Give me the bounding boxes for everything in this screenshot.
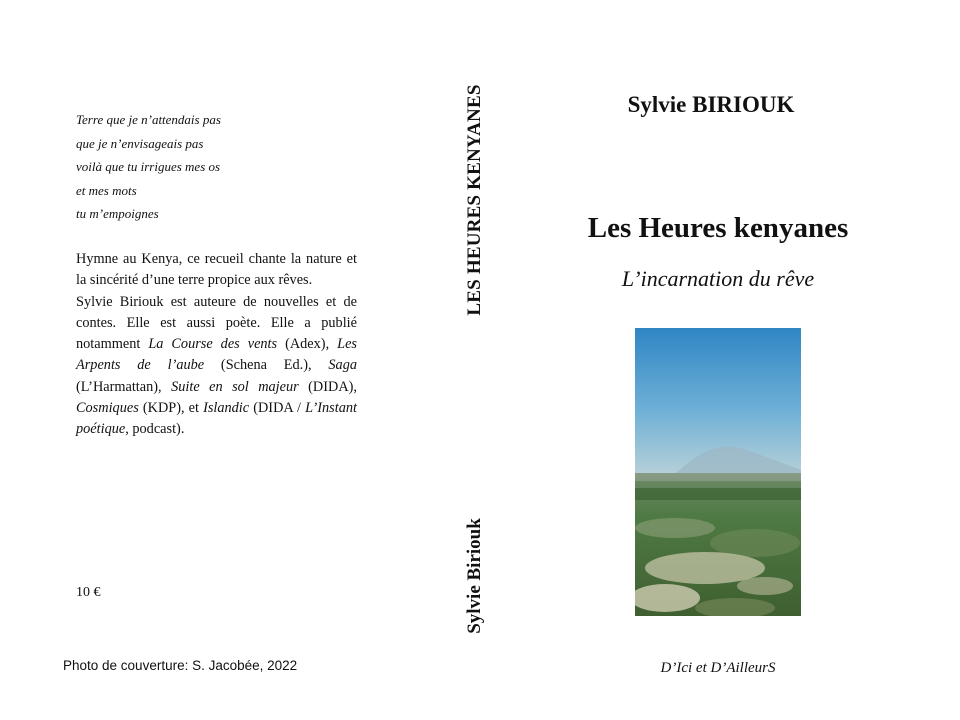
work-publisher: (L’Harmattan), — [76, 378, 172, 395]
work-publisher: (Adex), — [277, 336, 338, 353]
work-publisher: (DIDA / — [249, 400, 306, 417]
work-publisher: (KDP), et — [138, 400, 204, 417]
poem-line: Terre que je n’attendais pas — [76, 112, 221, 127]
work-title: Suite en sol majeur — [171, 378, 299, 395]
back-cover-poem — [76, 108, 316, 226]
kenya-landscape-image — [635, 328, 801, 616]
front-cover-author: Sylvie BIRIOUK — [627, 92, 795, 117]
bio-text: Sylvie Biriouk est auteure de nouvelles et de contes. Elle est aussi poète. Elle a publié notamment — [76, 293, 357, 353]
spine-author: Sylvie Biriouk — [464, 518, 485, 634]
work-title: Islandic — [203, 400, 250, 417]
work-title: Saga — [328, 357, 357, 374]
work-title: L’Instant poétique — [76, 400, 357, 438]
poem-line: que je n’envisageais pas — [76, 135, 204, 151]
poem-line: tu m’empoignes — [76, 206, 159, 221]
publisher: D’Ici et D’AilleurS — [660, 660, 776, 676]
poem-line: voilà que tu irrigues mes os — [76, 159, 221, 174]
author-bio — [76, 292, 357, 441]
work-title: Les Arpents de l’aube — [76, 336, 357, 374]
photo-credit: Photo de couverture: S. Jacobée, 2022 — [63, 658, 298, 673]
work-publisher: (Schena Ed.), — [204, 357, 329, 374]
work-title: Cosmiques — [76, 400, 139, 417]
spine-title: LES HEURES KENYANES — [464, 84, 485, 316]
price: 10 € — [76, 585, 101, 600]
front-cover-subtitle: L’incarnation du rêve — [621, 266, 815, 291]
cover-photo — [635, 328, 801, 616]
front-cover-title: Les Heures kenyanes — [587, 212, 849, 244]
work-publisher: (DIDA), — [298, 378, 358, 395]
poem-line: et mes mots — [76, 182, 137, 198]
work-publisher: , podcast). — [125, 421, 185, 438]
back-cover-blurb — [76, 249, 357, 441]
blurb-intro: Hymne au Kenya, ce recueil chante la nature et la sincérité d’une terre propice aux rêves. — [76, 251, 357, 289]
work-title: La Course des vents — [148, 336, 278, 353]
